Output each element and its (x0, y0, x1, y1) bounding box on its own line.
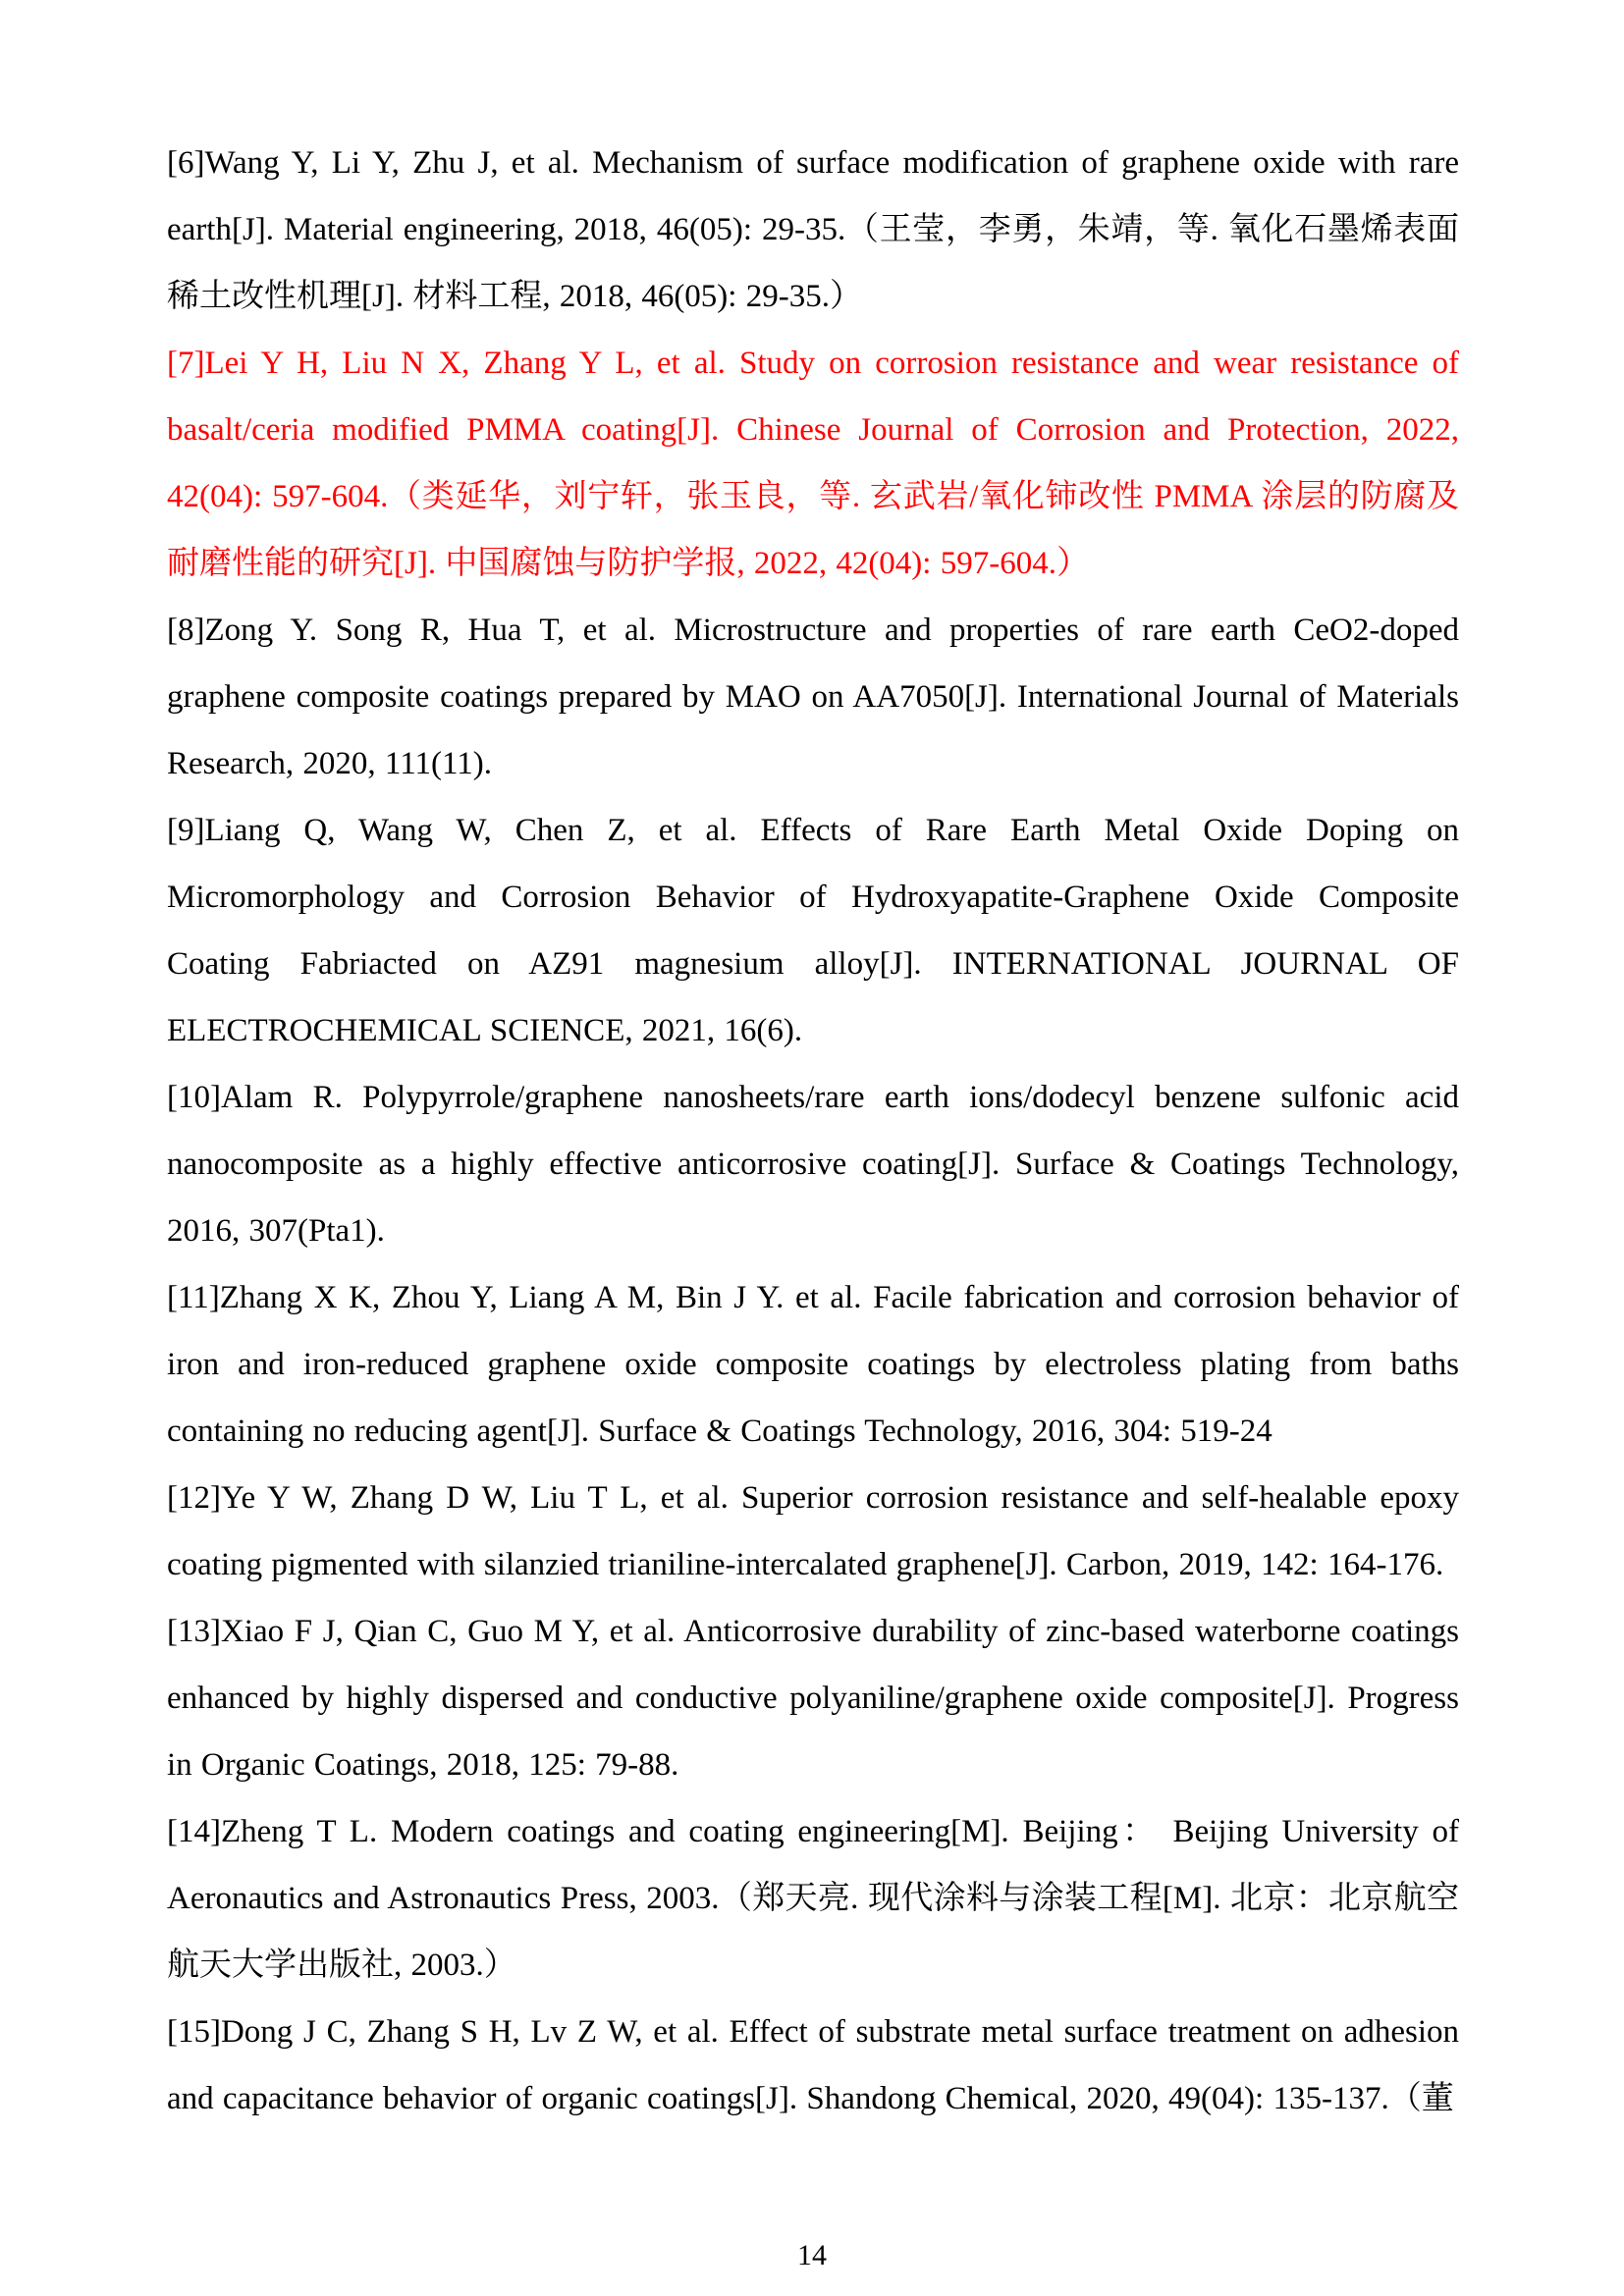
reference-item-14: [14]Zheng T L. Modern coatings and coating engineering[M]. Beijing： Beijing University of Aeronautics and Astronautics Press, 2003.（郑天亮. 现代涂料与涂装工程[M]. 北京：北京航空航天大学出版社, 2003.） (167, 1814, 1459, 1983)
reference-item-13: [13]Xiao F J, Qian C, Guo M Y, et al. Anticorrosive durability of zinc-based waterborne coatings enhanced by highly dispersed and conductive polyaniline/graphene oxide composite[J]. Progress in Organic Coatings, 2018, 125: 79-88. (167, 1614, 1459, 1783)
reference-item-9: [9]Liang Q, Wang W, Chen Z, et al. Effects of Rare Earth Metal Oxide Doping on Micromorphology and Corrosion Behavior of Hydroxyapatite-Graphene Oxide Composite Coating Fabriacted on AZ91 magnesium alloy[J]. INTERNATIONAL JOURNAL OF ELECTROCHEMICAL SCIENCE, 2021, 16(6). (167, 813, 1459, 1048)
reference-item-12: [12]Ye Y W, Zhang D W, Liu T L, et al. Superior corrosion resistance and self-healable epoxy coating pigmented with silanzied trianiline-intercalated graphene[J]. Carbon, 2019, 142: 164-176. (167, 1480, 1459, 1582)
references-list (167, 130, 1459, 2132)
reference-item-11: [11]Zhang X K, Zhou Y, Liang A M, Bin J Y. et al. Facile fabrication and corrosion behavior of iron and iron-reduced graphene oxide composite coatings by electroless plating from baths containing no reducing agent[J]. Surface & Coatings Technology, 2016, 304: 519-24 (167, 1280, 1459, 1449)
reference-item-6: [6]Wang Y, Li Y, Zhu J, et al. Mechanism of surface modification of graphene oxide with rare earth[J]. Material engineering, 2018, 46(05): 29-35.（王莹，李勇，朱靖，等. 氧化石墨烯表面稀土改性机理[J]. 材料工程, 2018, 46(05): 29-35.） (167, 145, 1459, 314)
reference-item-8: [8]Zong Y. Song R, Hua T, et al. Microstructure and properties of rare earth CeO2-doped graphene composite coatings prepared by MAO on AA7050[J]. International Journal of Materials Research, 2020, 111(11). (167, 613, 1459, 781)
page-number: 14 (797, 2239, 827, 2271)
reference-item-7: [7]Lei Y H, Liu N X, Zhang Y L, et al. Study on corrosion resistance and wear resistance of basalt/ceria modified PMMA coating[J]. Chinese Journal of Corrosion and Protection, 2022, 42(04): 597-604.（类延华，刘宁轩，张玉良，等. 玄武岩/氧化铈改性 PMMA 涂层的防腐及耐磨性能的研究[J]. 中国腐蚀与防护学报, 2022, 42(04): 597-604.） (167, 346, 1459, 581)
reference-item-15: [15]Dong J C, Zhang S H, Lv Z W, et al. Effect of substrate metal surface treatment on adhesion and capacitance behavior of organic coatings[J]. Shandong Chemical, 2020, 49(04): 135-137.（董 (167, 2014, 1459, 2116)
reference-item-10: [10]Alam R. Polypyrrole/graphene nanosheets/rare earth ions/dodecyl benzene sulfonic acid nanocomposite as a highly effective anticorrosive coating[J]. Surface & Coatings Technology, 2016, 307(Pta1). (167, 1080, 1459, 1249)
